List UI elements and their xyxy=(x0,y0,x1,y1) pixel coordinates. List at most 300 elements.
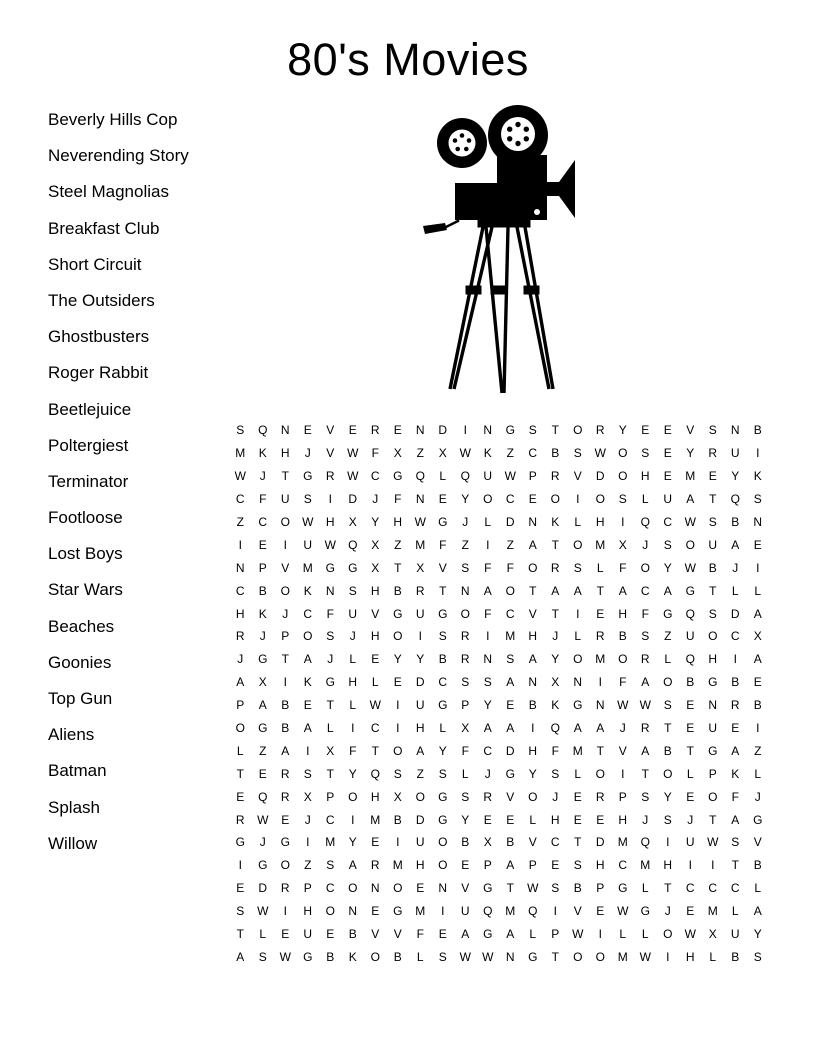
grid-letter: O xyxy=(573,949,583,964)
grid-letter: X xyxy=(438,446,447,461)
grid-letter: M xyxy=(617,835,628,850)
grid-letter: E xyxy=(663,469,672,484)
grid-letter: L xyxy=(574,629,582,644)
grid-letter: M xyxy=(302,560,313,575)
grid-letter: W xyxy=(572,927,584,942)
grid-letter: E xyxy=(663,423,672,438)
word-list-item: Roger Rabbit xyxy=(48,363,149,383)
grid-letter: I xyxy=(283,904,287,919)
grid-letter: M xyxy=(617,949,628,964)
grid-letter: N xyxy=(235,560,245,575)
grid-letter: N xyxy=(348,904,358,919)
grid-letter: A xyxy=(483,583,492,598)
grid-letter: Y xyxy=(461,492,470,507)
grid-letter: H xyxy=(528,743,538,758)
grid-letter: Q xyxy=(640,515,650,529)
grid-letter: X xyxy=(371,537,380,552)
grid-letter: L xyxy=(326,721,334,736)
grid-letter: W xyxy=(639,949,651,964)
grid-letter: Q xyxy=(640,835,650,850)
grid-letter: R xyxy=(370,858,380,873)
grid-letter: W xyxy=(684,515,696,529)
grid-letter: T xyxy=(529,583,537,598)
grid-letter: H xyxy=(280,446,290,461)
grid-letter: M xyxy=(392,858,403,873)
grid-letter: H xyxy=(235,606,245,621)
grid-letter: E xyxy=(753,675,762,690)
grid-letter: H xyxy=(370,789,380,804)
grid-letter: B xyxy=(753,698,762,713)
grid-letter: L xyxy=(641,492,649,507)
grid-letter: S xyxy=(731,835,740,850)
grid-letter: N xyxy=(483,423,493,438)
grid-letter: S xyxy=(506,652,515,667)
grid-letter: G xyxy=(393,469,403,484)
grid-letter: G xyxy=(438,812,448,827)
grid-letter: N xyxy=(483,652,493,667)
grid-letter: Z xyxy=(416,446,424,461)
grid-letter: G xyxy=(325,560,335,575)
grid-letter: O xyxy=(303,629,313,644)
grid-letter: A xyxy=(303,721,312,736)
grid-letter: J xyxy=(304,812,311,827)
grid-letter: P xyxy=(596,881,605,896)
grid-letter: W xyxy=(279,949,291,964)
grid-letter: S xyxy=(303,492,312,507)
grid-letter: F xyxy=(371,446,379,461)
grid-letter: E xyxy=(686,904,695,919)
grid-letter: G xyxy=(438,698,448,713)
grid-letter: L xyxy=(439,721,447,736)
grid-letter: K xyxy=(258,606,267,621)
grid-letter: A xyxy=(686,492,695,507)
grid-letter: E xyxy=(551,858,560,873)
grid-letter: S xyxy=(573,858,582,873)
grid-letter: G xyxy=(505,423,515,438)
grid-letter: V xyxy=(371,927,380,942)
grid-letter: E xyxy=(236,789,245,804)
grid-letter: C xyxy=(235,492,245,507)
grid-letter: Y xyxy=(753,927,762,942)
grid-letter: M xyxy=(505,904,516,919)
grid-letter: N xyxy=(573,675,583,690)
grid-letter: B xyxy=(506,835,515,850)
grid-letter: F xyxy=(619,675,627,690)
grid-letter: Q xyxy=(415,469,425,484)
grid-letter: M xyxy=(640,858,651,873)
grid-letter: Q xyxy=(550,721,560,736)
grid-letter: S xyxy=(551,766,560,781)
grid-letter: O xyxy=(573,423,583,438)
grid-letter: L xyxy=(641,881,649,896)
grid-letter: X xyxy=(393,789,402,804)
grid-letter: R xyxy=(460,629,470,644)
grid-letter: L xyxy=(754,881,762,896)
grid-letter: V xyxy=(528,835,537,850)
grid-letter: W xyxy=(459,446,471,461)
grid-letter: S xyxy=(641,789,650,804)
grid-letter: T xyxy=(709,812,717,827)
grid-letter: C xyxy=(730,881,740,896)
grid-letter: D xyxy=(505,515,515,529)
grid-letter: I xyxy=(576,492,580,507)
grid-letter: R xyxy=(280,881,290,896)
grid-letter: O xyxy=(415,789,425,804)
grid-letter: T xyxy=(709,492,717,507)
grid-letter: Y xyxy=(371,515,380,529)
grid-letter: P xyxy=(258,560,267,575)
grid-letter: E xyxy=(281,812,290,827)
grid-letter: S xyxy=(438,949,447,964)
grid-letter: F xyxy=(484,560,492,575)
grid-letter: V xyxy=(393,927,402,942)
word-list xyxy=(48,110,233,870)
grid-letter: H xyxy=(370,629,380,644)
grid-letter: L xyxy=(529,812,537,827)
grid-letter: U xyxy=(415,698,425,713)
grid-letter: P xyxy=(303,881,312,896)
grid-letter: V xyxy=(753,835,762,850)
grid-letter: S xyxy=(461,675,470,690)
grid-letter: C xyxy=(505,606,515,621)
grid-letter: B xyxy=(753,423,762,438)
grid-letter: E xyxy=(506,698,515,713)
grid-letter: L xyxy=(574,766,582,781)
grid-letter: G xyxy=(280,835,290,850)
grid-letter: A xyxy=(663,583,672,598)
grid-letter: C xyxy=(640,583,650,598)
grid-letter: G xyxy=(393,904,403,919)
grid-letter: J xyxy=(349,629,356,644)
grid-letter: K xyxy=(303,583,312,598)
grid-letter: B xyxy=(708,560,717,575)
grid-letter: M xyxy=(415,537,426,552)
grid-letter: X xyxy=(551,675,560,690)
grid-letter: Q xyxy=(685,652,695,667)
grid-letter: B xyxy=(281,721,290,736)
grid-letter: A xyxy=(236,949,245,964)
grid-letter: S xyxy=(326,858,335,873)
grid-letter: E xyxy=(573,812,582,827)
word-list-item: Beetlejuice xyxy=(48,399,132,419)
grid-letter: O xyxy=(280,583,290,598)
grid-letter: B xyxy=(573,881,582,896)
grid-letter: B xyxy=(393,812,402,827)
grid-letter: U xyxy=(708,537,718,552)
grid-letter: E xyxy=(326,927,335,942)
grid-letter: Z xyxy=(461,537,469,552)
grid-letter: J xyxy=(642,812,649,827)
grid-letter: O xyxy=(640,560,650,575)
grid-letter: E xyxy=(438,927,447,942)
grid-letter: V xyxy=(573,469,582,484)
grid-letter: A xyxy=(258,698,267,713)
grid-letter: B xyxy=(528,698,537,713)
grid-letter: V xyxy=(438,560,447,575)
grid-letter: G xyxy=(393,606,403,621)
grid-letter: P xyxy=(618,789,627,804)
grid-letter: D xyxy=(595,835,605,850)
grid-letter: Q xyxy=(528,904,538,919)
grid-letter: Y xyxy=(348,766,357,781)
grid-letter: I xyxy=(756,721,760,736)
grid-letter: O xyxy=(393,881,403,896)
grid-letter: G xyxy=(348,560,358,575)
grid-letter: P xyxy=(326,789,335,804)
grid-letter: G xyxy=(483,881,493,896)
grid-letter: G xyxy=(483,927,493,942)
grid-letter: X xyxy=(371,560,380,575)
grid-letter: I xyxy=(756,446,760,461)
grid-letter: A xyxy=(753,904,762,919)
grid-letter: S xyxy=(573,446,582,461)
grid-letter: F xyxy=(731,789,739,804)
grid-letter: W xyxy=(594,446,606,461)
grid-letter: E xyxy=(641,423,650,438)
grid-letter: E xyxy=(416,881,425,896)
grid-letter: L xyxy=(529,927,537,942)
grid-letter: O xyxy=(618,446,628,461)
grid-letter: F xyxy=(461,743,469,758)
grid-letter: J xyxy=(687,812,694,827)
grid-letter: D xyxy=(258,881,268,896)
grid-letter: S xyxy=(708,423,717,438)
grid-letter: V xyxy=(573,904,582,919)
grid-letter: R xyxy=(595,423,605,438)
grid-letter: S xyxy=(551,881,560,896)
grid-letter: H xyxy=(528,629,538,644)
grid-letter: T xyxy=(371,743,379,758)
grid-letter: Z xyxy=(394,537,402,552)
grid-letter: I xyxy=(351,812,355,827)
grid-letter: B xyxy=(618,629,627,644)
word-list-item: Steel Magnolias xyxy=(48,182,169,202)
movie-camera-icon xyxy=(412,100,582,400)
grid-letter: B xyxy=(731,675,740,690)
grid-letter: R xyxy=(415,583,425,598)
grid-letter: H xyxy=(595,515,605,529)
grid-letter: H xyxy=(618,812,628,827)
grid-letter: R xyxy=(280,766,290,781)
grid-letter: H xyxy=(640,469,650,484)
grid-letter: N xyxy=(438,881,448,896)
grid-letter: B xyxy=(551,446,560,461)
grid-letter: U xyxy=(415,606,425,621)
grid-letter: I xyxy=(396,835,400,850)
grid-letter: L xyxy=(371,675,379,690)
grid-letter: L xyxy=(416,949,424,964)
grid-letter: W xyxy=(684,927,696,942)
grid-letter: L xyxy=(686,766,694,781)
grid-letter: W xyxy=(707,835,719,850)
grid-letter: B xyxy=(393,583,402,598)
grid-letter: E xyxy=(371,652,380,667)
word-list-item: Lost Boys xyxy=(48,544,123,564)
grid-letter: J xyxy=(372,492,379,507)
grid-letter: O xyxy=(550,492,560,507)
grid-letter: A xyxy=(528,537,537,552)
grid-letter: F xyxy=(484,606,492,621)
grid-letter: M xyxy=(572,743,583,758)
grid-letter: A xyxy=(551,583,560,598)
grid-letter: N xyxy=(370,881,380,896)
word-list-item: Footloose xyxy=(48,508,123,528)
grid-letter: L xyxy=(236,743,244,758)
grid-letter: V xyxy=(371,606,380,621)
camera-crank-handle xyxy=(423,212,458,234)
grid-letter: S xyxy=(641,629,650,644)
grid-letter: W xyxy=(482,949,494,964)
grid-letter: S xyxy=(461,560,470,575)
grid-letter: B xyxy=(281,698,290,713)
grid-letter: I xyxy=(598,675,602,690)
grid-letter: Y xyxy=(348,835,357,850)
grid-letter: S xyxy=(708,515,717,529)
grid-letter: X xyxy=(483,835,492,850)
grid-letter: A xyxy=(281,743,290,758)
word-list-item: Star Wars xyxy=(48,580,123,600)
grid-letter: T xyxy=(236,766,244,781)
grid-letter: E xyxy=(258,537,267,552)
grid-letter: O xyxy=(595,492,605,507)
grid-letter: Y xyxy=(438,743,447,758)
grid-letter: N xyxy=(460,583,470,598)
grid-letter: V xyxy=(461,881,470,896)
grid-letter: X xyxy=(348,515,357,529)
grid-letter: O xyxy=(325,904,335,919)
grid-letter: V xyxy=(506,789,515,804)
grid-letter: U xyxy=(303,537,313,552)
word-list-item: Willow xyxy=(48,833,98,853)
grid-letter: E xyxy=(663,446,672,461)
grid-letter: S xyxy=(483,675,492,690)
grid-letter: E xyxy=(371,904,380,919)
grid-letter: J xyxy=(259,835,266,850)
grid-letter: B xyxy=(348,927,357,942)
grid-letter: O xyxy=(280,515,290,529)
grid-letter: I xyxy=(418,629,422,644)
grid-letter: L xyxy=(619,927,627,942)
grid-letter: O xyxy=(595,766,605,781)
grid-letter: A xyxy=(731,743,740,758)
grid-letter: W xyxy=(234,469,246,484)
word-list-item: Short Circuit xyxy=(48,254,142,274)
grid-letter: J xyxy=(327,652,334,667)
grid-letter: Z xyxy=(304,858,312,873)
grid-letter: A xyxy=(348,858,357,873)
grid-letter: H xyxy=(618,606,628,621)
grid-letter: Y xyxy=(461,812,470,827)
grid-letter: A xyxy=(641,675,650,690)
word-list-item: Breakfast Club xyxy=(48,218,160,238)
grid-letter: W xyxy=(302,515,314,529)
grid-letter: D xyxy=(348,492,358,507)
grid-letter: A xyxy=(303,652,312,667)
grid-letter: G xyxy=(708,743,718,758)
grid-letter: G xyxy=(573,698,583,713)
grid-letter: S xyxy=(708,606,717,621)
grid-letter: V xyxy=(686,423,695,438)
grid-letter: C xyxy=(258,515,268,529)
grid-letter: O xyxy=(573,652,583,667)
grid-letter: Y xyxy=(663,560,672,575)
grid-letter: A xyxy=(573,721,582,736)
grid-letter: F xyxy=(394,492,402,507)
grid-letter: E xyxy=(303,698,312,713)
grid-letter: Z xyxy=(664,629,672,644)
grid-letter: W xyxy=(504,469,516,484)
grid-letter: A xyxy=(416,743,425,758)
grid-letter: J xyxy=(304,446,311,461)
grid-letter: K xyxy=(483,446,492,461)
grid-letter: Q xyxy=(370,766,380,781)
grid-letter: K xyxy=(551,515,560,529)
grid-letter: U xyxy=(483,469,493,484)
grid-letter: M xyxy=(595,652,606,667)
grid-letter: I xyxy=(486,537,490,552)
grid-letter: T xyxy=(709,583,717,598)
grid-letter: W xyxy=(617,698,629,713)
grid-letter: X xyxy=(461,721,470,736)
grid-letter: L xyxy=(461,766,469,781)
grid-letter: W xyxy=(527,881,539,896)
grid-letter: J xyxy=(619,721,626,736)
grid-letter: L xyxy=(731,904,739,919)
grid-letter: H xyxy=(663,858,673,873)
grid-letter: G xyxy=(528,949,538,964)
grid-letter: T xyxy=(731,858,739,873)
grid-letter: Q xyxy=(258,789,268,804)
grid-letter: T xyxy=(641,766,649,781)
grid-letter: K xyxy=(348,949,357,964)
grid-letter: R xyxy=(595,789,605,804)
grid-letter: H xyxy=(685,949,695,964)
grid-letter: F xyxy=(416,927,424,942)
grid-letter: A xyxy=(506,927,515,942)
grid-letter: T xyxy=(664,881,672,896)
grid-letter: E xyxy=(686,698,695,713)
grid-letter: N xyxy=(730,423,740,438)
grid-letter: Z xyxy=(506,446,514,461)
tripod-head-plate xyxy=(478,218,530,227)
grid-letter: J xyxy=(732,560,739,575)
grid-letter: N xyxy=(708,698,718,713)
grid-letter: C xyxy=(550,835,560,850)
grid-letter: P xyxy=(461,698,470,713)
word-list-item: Top Gun xyxy=(48,689,113,708)
grid-letter: S xyxy=(461,789,470,804)
grid-letter: C xyxy=(483,743,493,758)
grid-letter: I xyxy=(598,927,602,942)
grid-letter: G xyxy=(303,949,313,964)
word-search-grid xyxy=(229,419,769,968)
grid-letter: S xyxy=(753,492,762,507)
grid-letter: N xyxy=(415,492,425,507)
grid-letter: C xyxy=(325,812,335,827)
grid-letter: K xyxy=(731,766,740,781)
grid-letter: M xyxy=(685,469,696,484)
grid-letter: G xyxy=(325,675,335,690)
grid-letter: U xyxy=(685,835,695,850)
grid-letter: U xyxy=(460,904,470,919)
grid-letter: N xyxy=(280,423,290,438)
word-list-item: Beaches xyxy=(48,616,115,636)
grid-letter: B xyxy=(461,835,470,850)
grid-letter: X xyxy=(753,629,762,644)
grid-letter: I xyxy=(396,721,400,736)
grid-letter: Y xyxy=(663,789,672,804)
word-list-item: Goonies xyxy=(48,652,112,672)
